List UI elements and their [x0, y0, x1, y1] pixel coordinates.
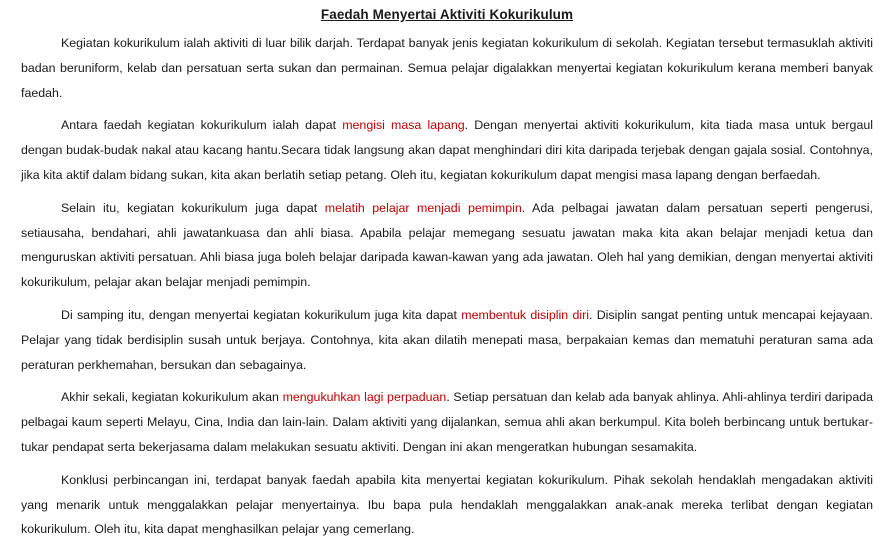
paragraph-text: . Dengan menyertai aktiviti kokurikulum, kita tiada masa untuk bergaul dengan budak-budak nakal atau kacang hantu.Secara tidak langsung akan dapat menghindari diri kita daripada terjebak dengan gajala sosial. Contohnya, jika kita aktif dalam bidang sukan, kita akan berlatih setiap petang. Oleh itu, kegiatan kokurikulum dapat mengisi masa lapang dengan berfaedah. — [21, 118, 873, 182]
highlighted-point: melatih pelajar menjadi pemimpin — [324, 200, 522, 215]
document-title: Faedah Menyertai Aktiviti Kokurikulum — [320, 7, 574, 22]
highlighted-point: membentuk disiplin diri — [461, 307, 589, 322]
paragraph-text: Di samping itu, dengan menyertai kegiatan kokurikulum juga kita dapat — [61, 307, 462, 322]
paragraph-text: . Setiap persatuan dan kelab ada banyak ahlinya. Ahli-ahlinya terdiri daripada pelbagai kaum seperti Melayu, Cina, India dan lain-lain. Dalam aktiviti yang dijalankan, semua ahli akan berkumpul. Kita boleh berbincang untuk bertukar-tukar pendapat serta bekerjasama dalam melakukan sesuatu aktiviti. Dengan ini akan mengeratkan hubungan sesamakita. — [21, 390, 873, 454]
paragraph-text: Akhir sekali, kegiatan kokurikulum akan — [61, 390, 283, 405]
highlighted-point: mengisi masa lapang — [342, 118, 465, 133]
paragraph-point-2 — [21, 196, 873, 295]
paragraph-point-4 — [21, 385, 873, 459]
paragraph-text: Selain itu, kegiatan kokurikulum juga dapat — [61, 200, 325, 215]
paragraph-text: Antara faedah kegiatan kokurikulum ialah dapat — [61, 118, 343, 133]
paragraph-text: Konklusi perbincangan ini, terdapat banyak faedah apabila kita menyertai kegiatan kokurikulum. Pihak sekolah hendaklah mengadakan aktiviti yang menarik untuk menggalakkan pelajar menyertainya. Ibu bapa pula hendaklah menggalakkan anak-anak mereka terlibat dengan kegiatan kokurikulum. Oleh itu, kita dapat menghasilkan pelajar yang cemerlang. — [21, 472, 873, 537]
paragraph-conclusion — [21, 468, 873, 542]
paragraph-text: . Ada pelbagai jawatan dalam persatuan seperti pengerusi, setiausaha, bendahari, ahli jawatankuasa dan ahli biasa. Apabila pelajar memegang sesuatu jawatan maka kita akan belajar menjadi ketua dan menguruskan aktiviti persatuan. Ahli biasa juga boleh belajar daripada kawan-kawan yang ada jawatan. Oleh hal yang demikian, dengan menyertai aktiviti kokurikulum, pelajar akan belajar menjadi pemimpin. — [21, 200, 873, 290]
paragraph-text: Kegiatan kokurikulum ialah aktiviti di luar bilik darjah. Terdapat banyak jenis kegiatan kokurikulum di sekolah. Kegiatan tersebut termasuklah aktiviti badan beruniform, kelab dan persatuan serta sukan dan permainan. Semua pelajar digalakkan menyertai kegiatan kokurikulum kerana memberi banyak faedah. — [21, 36, 873, 100]
paragraph-point-1 — [21, 113, 873, 187]
paragraph-intro — [21, 31, 873, 105]
highlighted-point: mengukuhkan lagi perpaduan — [282, 390, 447, 405]
paragraph-point-3 — [21, 303, 873, 377]
paragraph-text: . Disiplin sangat penting untuk mencapai kejayaan. Pelajar yang tidak berdisiplin susah untuk berjaya. Contohnya, kita akan dilatih menepati masa, berpakaian kemas dan mematuhi peraturan sama ada peraturan perkhemahan, bersukan dan sebagainya. — [21, 307, 873, 372]
